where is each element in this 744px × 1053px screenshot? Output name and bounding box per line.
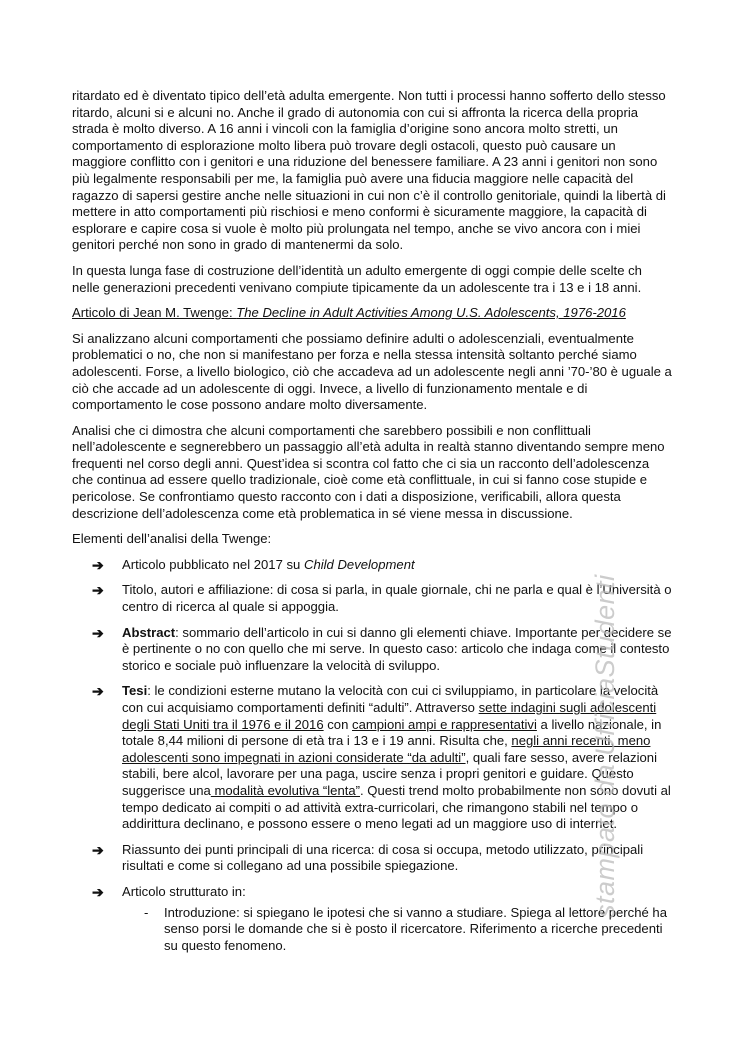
list-item-text: Articolo pubblicato nel 2017 su	[122, 556, 304, 572]
document-page	[72, 88, 672, 963]
dash-bullet: -	[144, 904, 149, 920]
underlined-text: sette indagini sugli adolescenti degli Stati Uniti tra il 1976 e il 2016	[122, 700, 657, 732]
watermark: stampato da UfficiaStudenti	[590, 574, 620, 918]
paragraph: ritardato ed è diventato tipico dell’età adulta emergente. Non tutti i processi hanno sofferto dello stesso ritardo, alcuni si e alcuni no. Anche il grado di autonomia con cui si affronta la ricerca della propria strada è molto diverso. A 16 anni i vincoli con la famiglia d’origine sono ancora molto stretti, un comportamento di esplorazione molto libera può trovare degli ostacoli, questo può causare un maggiore conflitto con i genitori e una riduzione del benessere familiare. A 23 anni i genitori non sono più legalmente responsabili per me, la famiglia può avere una fiducia maggiore nelle capacità del ragazzo di sapersi gestire anche nelle situazioni in cui non c’è il controllo genitoriale, quindi la libertà di mettere in atto comportamenti più rischiosi e meno conformi è sicuramente maggiore, la capacità di esplorare e capire cosa si vuole è molto più prolungata nel tempo, anche se vivo ancora con i miei genitori perché non sono in grado di mantenermi da solo.	[72, 88, 666, 253]
underlined-text: negli anni recenti, meno adolescenti sono impegnati in azioni considerate “da adulti”	[122, 733, 651, 765]
list-item-text: Titolo, autori e affiliazione: di cosa si parla, in quale giornale, chi ne parla e qual è l’Università o centro di ricerca al quale si appoggia.	[122, 582, 672, 615]
list-item-text: Articolo strutturato in:	[122, 883, 246, 899]
arrow-right-icon: ➔	[92, 883, 104, 900]
arrow-right-icon: ➔	[92, 841, 104, 858]
elements-list	[72, 557, 672, 954]
list-item-text: con	[323, 716, 353, 732]
list-item-text: : sommario dell’articolo in cui si danno gli elementi chiave. Importante per decidere se è pertinente o no con quello che mi serve. In questo caso: articolo che indaga come il contesto storico e sociale può influenzare la velocità di sviluppo.	[122, 624, 672, 673]
article-reference	[72, 305, 672, 322]
list-item	[92, 582, 672, 615]
list-item	[92, 625, 672, 675]
thesis-label: Tesi	[122, 683, 148, 699]
underlined-text: modalità evolutiva “lenta”	[210, 782, 361, 798]
list-intro: Elementi dell’analisi della Twenge:	[72, 531, 272, 547]
paragraph: Analisi che ci dimostra che alcuni comportamenti che sarebbero possibili e non conflittuali nell’adolescente e segnerebbero un passaggio all’età adulta in realtà stanno diventando sempre meno frequenti nel corso degli anni. Quest’idea si scontra col fatto che ci sia un racconto dell’adolescenza che continua ad essere quello tradizionale, cioè come età conflittuale, in cui si fanno cose stupide e pericolose. Se confrontiamo questo racconto con i dati a disposizione, verificabili, allora questa descrizione dell’adolescenza come età problematica in sé viene messa in discussione.	[72, 422, 665, 521]
list-item-text: . Questi trend molto probabilmente non sono dovuti al tempo dedicato ai compiti o ad attività extra-curricolari, che rimangono stabili nel tempo o addirittura declinano, e possono essere o meno legati ad un maggiore uso di internet.	[122, 782, 671, 832]
list-item-text: , quali fare sesso, avere relazioni stabili, bere alcol, lavorare per una paga, uscire senza i propri genitori e guidare. Questo suggerisce una	[122, 749, 657, 798]
paragraph: Si analizzano alcuni comportamenti che possiamo definire adulti o adolescenziali, eventualmente problematici o no, che non si manifestano per forza e nella stessa intensità soltanto perché siamo adolescenti. Forse, a livello biologico, ciò che accadeva ad un adolescente negli anni ’70-’80 è uguale a ciò che accade ad un adolescente di oggi. Invece, a livello di funzionamento mentale e di comportamento le cose possono andare molto diversamente.	[72, 330, 672, 413]
abstract-label: Abstract	[122, 624, 176, 640]
list-item-text: Riassunto dei punti principali di una ricerca: di cosa si occupa, metodo utilizzato, principali risultati e come si collegano ad una possibile spiegazione.	[122, 841, 644, 874]
sublist-item-text: Introduzione: si spiegano le ipotesi che si vanno a studiare. Spiega al lettore perché ha senso porsi le domande che si è posto il ricercatore. Riferimento a ricerche precedenti su questo fenomeno.	[164, 904, 667, 953]
arrow-right-icon: ➔	[92, 624, 104, 641]
journal-name: Child Development	[303, 556, 415, 572]
list-item-text: a livello nazionale, in totale 8,44 milioni di persone di età tra i 13 e i 19 anni. Risulta che,	[122, 716, 662, 749]
article-title: The Decline in Adult Activities Among U.S. Adolescents, 1976-2016	[236, 305, 626, 321]
paragraph: In questa lunga fase di costruzione dell’identità un adulto emergente di oggi compie delle scelte ch nelle generazioni precedenti venivano compiute tipicamente da un adolescente tra i 13 e i 18 anni.	[72, 262, 642, 295]
underlined-text: campioni ampi e rappresentativi	[352, 716, 537, 732]
arrow-right-icon: ➔	[92, 556, 104, 573]
list-item	[92, 557, 672, 574]
arrow-right-icon: ➔	[92, 683, 104, 700]
list-item-text: : le condizioni esterne mutano la velocità con cui ci sviluppiamo, in particolare la velocità con cui acquisiamo comportamenti definiti “adulti”. Attraverso	[122, 683, 659, 715]
article-author-label: Articolo di Jean M. Twenge:	[72, 305, 237, 321]
arrow-right-icon: ➔	[92, 582, 104, 599]
list-item	[92, 884, 672, 954]
list-item	[92, 842, 672, 875]
list-item	[92, 683, 672, 832]
